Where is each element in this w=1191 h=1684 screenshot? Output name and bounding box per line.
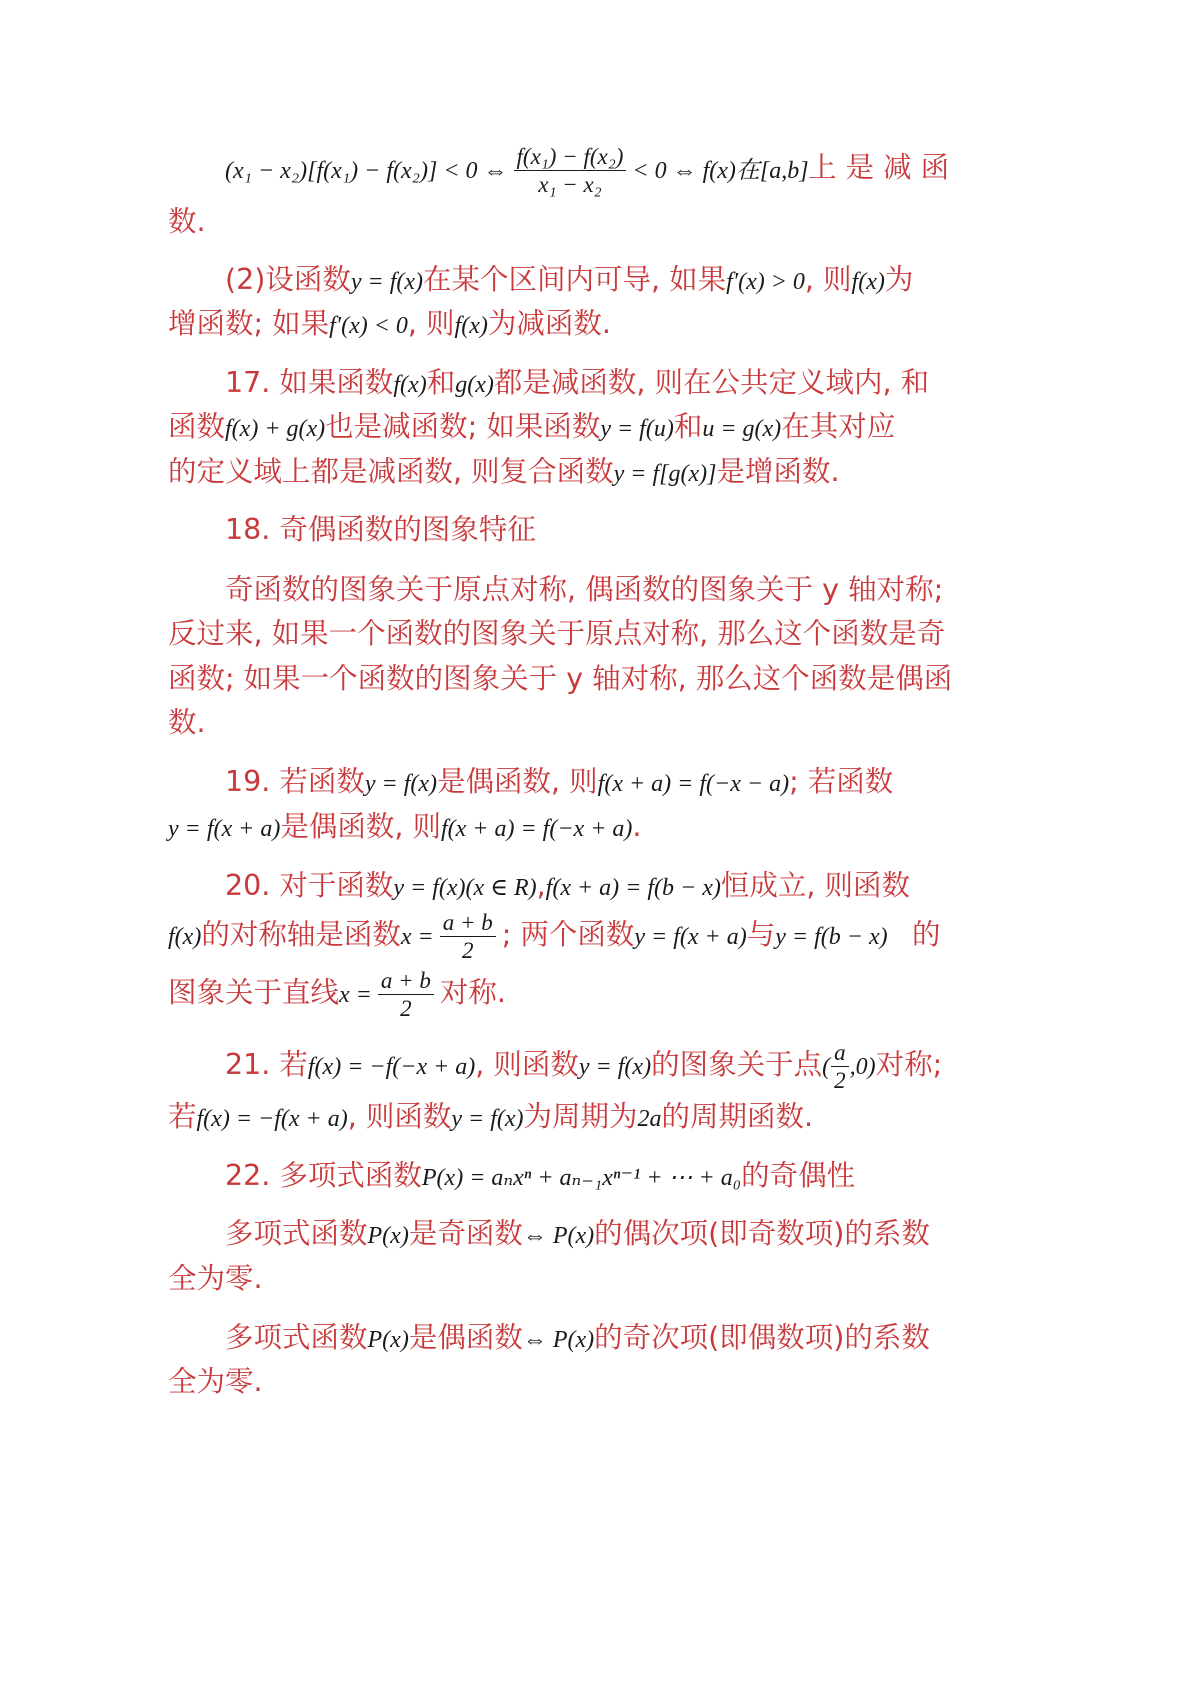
p18-line3: 函数; 如果一个函数的图象关于 y 轴对称, 那么这个函数是偶函 [168, 662, 953, 695]
fraction-numerator: a + b [440, 909, 496, 937]
formula: y = f(u) [600, 416, 674, 442]
p20-line3 [168, 964, 506, 1024]
text: 若 [168, 1100, 197, 1133]
p20-line2 [168, 906, 888, 966]
formula: (x ∈ R) [465, 875, 537, 901]
text: 在其对应 [781, 410, 896, 443]
formula: ,0) [849, 1054, 876, 1080]
text: 是增函数. [716, 455, 840, 488]
text: 多项式函数 [225, 1321, 368, 1354]
formula: x = [339, 982, 372, 1008]
text: 是偶函数 [408, 1321, 523, 1354]
p17-line2 [168, 407, 895, 449]
text: , [536, 869, 546, 902]
formula: y = f(x + a) [634, 924, 747, 950]
fraction-denominator: 2 [461, 937, 474, 963]
text: 和 [673, 410, 703, 443]
formula: f(x + a) = f(b − x) [545, 875, 721, 901]
formula: (x₁ − x₂)[f(x₁) − f(x₂)] < 0 ⇔ [225, 158, 508, 184]
p18-title: 18. 奇偶函数的图象特征 [225, 513, 536, 546]
text: 和 [426, 366, 456, 399]
fraction [831, 1039, 849, 1094]
p18-line1: 奇函数的图象关于原点对称, 偶函数的图象关于 y 轴对称; [225, 573, 944, 606]
p17-line3 [168, 452, 840, 494]
text: . [632, 810, 642, 843]
formula: < 0 ⇔ f(x)在[a,b] [632, 158, 809, 184]
p17-line1 [225, 363, 929, 405]
formula: 2a [637, 1106, 662, 1132]
formula: y = f(x) [364, 771, 438, 797]
formula: y = f(b − x) [775, 924, 888, 950]
text: , 则 [804, 263, 852, 296]
p18-line4: 数. [168, 706, 206, 739]
formula: f(x) [454, 313, 488, 339]
formula: y = f(x) [578, 1054, 652, 1080]
p22-line1 [225, 1156, 855, 1198]
formula: ( [822, 1054, 831, 1080]
text: 都是减函数, 则在公共定义域内, 和 [493, 366, 930, 399]
fraction [514, 143, 627, 198]
text: 的偶次项(即奇数项)的系数 [594, 1217, 930, 1250]
text: , 则函数 [347, 1100, 452, 1133]
p21-line2 [168, 1097, 813, 1139]
text: 多项式函数 [225, 1217, 368, 1250]
text: 恒成立, 则函数 [720, 869, 910, 902]
formula: ⇔ P(x) [522, 1327, 595, 1353]
text: 为周期为 [523, 1100, 638, 1133]
text: 的奇偶性 [741, 1159, 856, 1192]
p24-line1 [225, 1318, 930, 1360]
text: (2)设函数 [225, 263, 351, 296]
text: 图象关于直线 [168, 976, 340, 1009]
text: 对称; [875, 1048, 943, 1081]
p1-line1 [225, 140, 809, 200]
p23-line2: 全为零. [168, 1262, 263, 1295]
text: 是偶函数, 则 [280, 810, 441, 843]
p1-tail: 上 是 减 函 [808, 151, 950, 184]
p19-line1 [225, 762, 893, 804]
text: 在某个区间内可导, 如果 [423, 263, 727, 296]
p20-tail: 的 [912, 918, 941, 951]
formula: u = g(x) [702, 416, 782, 442]
formula: y = f(x) [350, 269, 424, 295]
text: 是偶函数, 则 [437, 765, 598, 798]
formula: f(x) [168, 924, 202, 950]
text: 的奇次项(即偶数项)的系数 [594, 1321, 930, 1354]
text: , 则函数 [475, 1048, 579, 1081]
formula: f(x) [851, 269, 885, 295]
p2-line2 [168, 304, 611, 346]
fraction-numerator: a + b [378, 967, 434, 995]
fraction-denominator: 2 [834, 1067, 846, 1093]
formula: x = [400, 924, 434, 950]
p21-line1 [225, 1036, 942, 1096]
fraction-denominator: x₁ − x₂ [538, 171, 602, 197]
text: 对称. [439, 976, 506, 1009]
formula: f(x) = −f(−x + a) [307, 1054, 476, 1080]
text: , 则 [407, 307, 455, 340]
text: 是奇函数 [408, 1217, 523, 1250]
formula: y = f(x + a) [168, 816, 281, 842]
p23-line1 [225, 1214, 930, 1256]
p24-line2: 全为零. [168, 1365, 263, 1398]
fraction-numerator: f(x₁) − f(x₂) [514, 143, 627, 171]
formula: P(x) [367, 1327, 409, 1353]
text: 19. 若函数 [225, 765, 365, 798]
text: 22. 多项式函数 [225, 1159, 422, 1192]
formula: f(x) + g(x) [225, 416, 326, 442]
text: 函数 [168, 410, 226, 443]
p2-line1 [225, 260, 913, 302]
text: 的图象关于点 [651, 1048, 823, 1081]
text: 为 [884, 263, 914, 296]
formula: g(x) [455, 372, 494, 398]
formula: f′(x) < 0 [329, 313, 408, 339]
formula: y = f[g(x)] [613, 461, 717, 487]
formula: f(x) = −f(x + a) [196, 1106, 348, 1132]
fraction-denominator: 2 [400, 995, 412, 1021]
p19-line2 [168, 807, 641, 849]
p20-line1 [225, 866, 910, 908]
formula: f(x) [393, 372, 427, 398]
p1-line2: 数. [168, 205, 206, 238]
text: 为减函数. [487, 307, 611, 340]
text: 也是减函数; 如果函数 [325, 410, 601, 443]
formula: y = f(x) [451, 1106, 524, 1132]
text: 20. 对于函数 [225, 869, 394, 902]
formula: f(x + a) = f(−x + a) [440, 816, 633, 842]
text: ; 若函数 [789, 765, 894, 798]
text: 的周期函数. [661, 1100, 814, 1133]
text: 与 [746, 918, 776, 951]
formula: P(x) [367, 1223, 409, 1249]
text: ; 两个函数 [501, 918, 635, 951]
text: 21. 若 [225, 1048, 308, 1081]
text: 的对称轴是函数 [201, 918, 401, 951]
formula: P(x) = aₙxⁿ + aₙ₋₁xⁿ⁻¹ + ⋯ + a₀ [421, 1165, 742, 1191]
formula: f′(x) > 0 [726, 269, 805, 295]
p18-line2: 反过来, 如果一个函数的图象关于原点对称, 那么这个函数是奇 [168, 617, 946, 650]
formula: ⇔ P(x) [522, 1223, 595, 1249]
text: 增函数; 如果 [168, 307, 330, 340]
fraction [378, 967, 434, 1022]
formula: y = f(x) [393, 875, 466, 901]
formula: f(x + a) = f(−x − a) [597, 771, 790, 797]
text: 17. 如果函数 [225, 366, 394, 399]
fraction-numerator: a [831, 1039, 849, 1067]
text: 的定义域上都是减函数, 则复合函数 [168, 455, 614, 488]
fraction [440, 909, 496, 964]
